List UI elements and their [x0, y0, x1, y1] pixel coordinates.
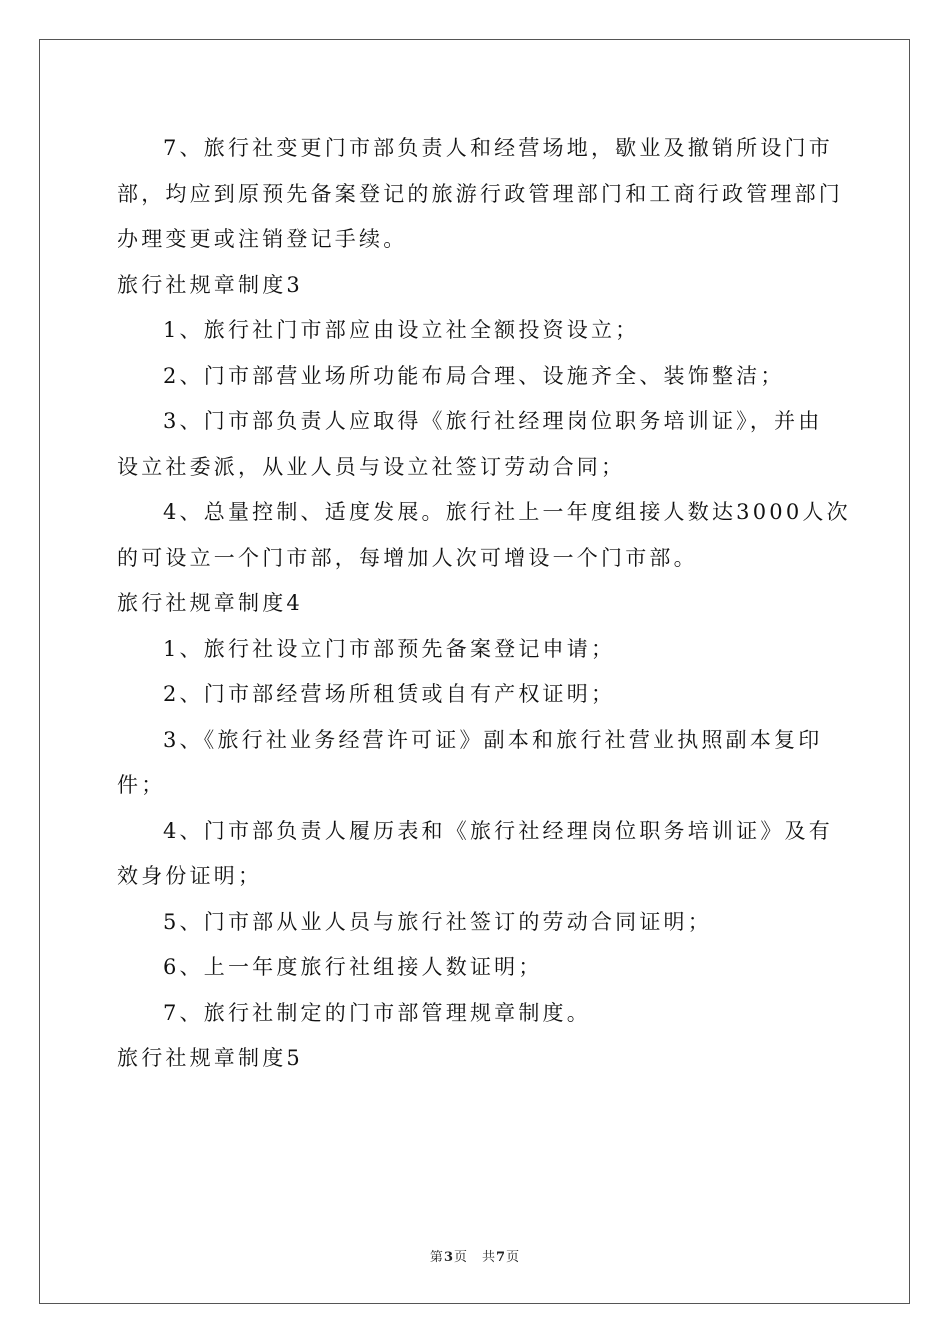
total-page-number: 7 — [496, 1250, 507, 1265]
current-page-number: 3 — [443, 1250, 454, 1265]
section-heading: 旅行社规章制度3 — [117, 272, 303, 297]
page-prefix: 第 — [429, 1250, 444, 1265]
text-line: 部，均应到原预先备案登记的旅游行政管理部门和工商行政管理部门 — [117, 181, 843, 206]
text-line: 5、门市部从业人员与旅行社签订的劳动合同证明； — [163, 909, 712, 934]
section-heading: 旅行社规章制度4 — [117, 591, 303, 615]
text-line: 7、旅行社制定的门市部管理规章制度。 — [163, 1000, 591, 1025]
text-line: 3、《旅行社业务经营许可证》副本和旅行社营业执照副本复印 — [163, 727, 823, 752]
page-footer — [0, 1246, 950, 1265]
text-line: 的可设立一个门市部，每增加人次可增设一个门市部。 — [117, 545, 698, 570]
text-line: 4、总量控制、适度发展。旅行社上一年度组接人数达3000人次 — [163, 500, 851, 524]
text-line: 2、门市部经营场所租赁或自有产权证明； — [163, 682, 616, 706]
text-line: 件； — [117, 773, 166, 797]
text-line: 6、上一年度旅行社组接人数证明； — [163, 955, 543, 979]
total-prefix: 共 — [482, 1250, 497, 1265]
section-heading: 旅行社规章制度5 — [117, 1046, 303, 1070]
text-line: 2、门市部营业场所功能布局合理、设施齐全、装饰整洁； — [163, 363, 785, 388]
page-suffix: 页 — [453, 1250, 468, 1265]
document-body — [117, 126, 851, 1082]
text-line: 7、旅行社变更门市部负责人和经营场地，歇业及撤销所设门市 — [163, 136, 833, 160]
text-line: 设立社委派，从业人员与设立社签订劳动合同； — [117, 454, 626, 479]
text-line: 1、旅行社设立门市部预先备案登记申请； — [163, 636, 616, 661]
text-line: 3、门市部负责人应取得《旅行社经理岗位职务培训证》，并由 — [163, 409, 823, 433]
text-line: 效身份证明； — [117, 864, 263, 888]
total-suffix: 页 — [506, 1250, 521, 1265]
text-line: 1、旅行社门市部应由设立社全额投资设立； — [163, 318, 640, 342]
text-line: 办理变更或注销登记手续。 — [117, 227, 408, 251]
text-line: 4、门市部负责人履历表和《旅行社经理岗位职务培训证》及有 — [163, 818, 833, 843]
